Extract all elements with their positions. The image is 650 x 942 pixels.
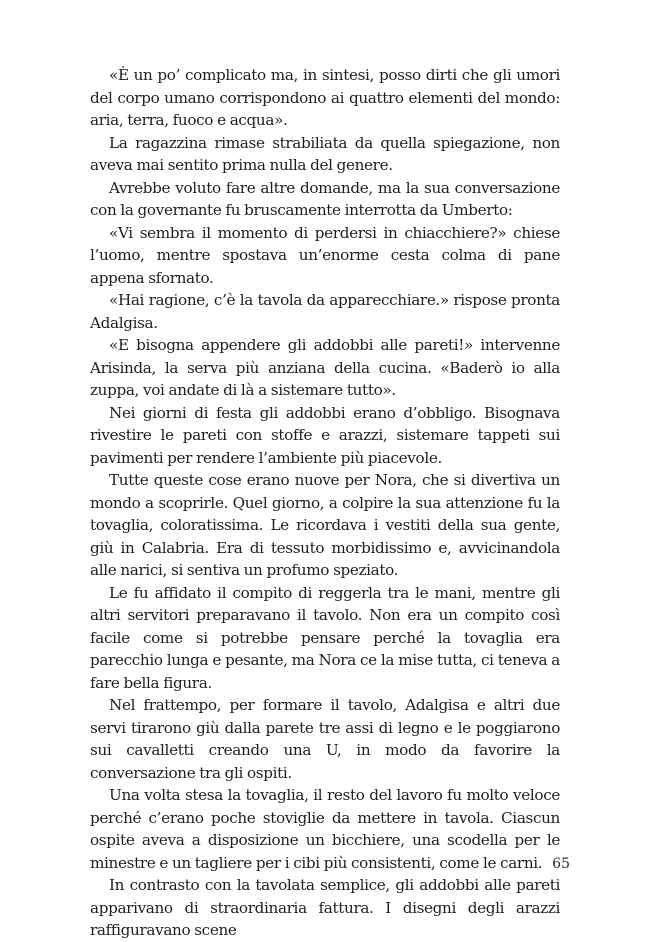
paragraph-4: «Vi sembra il momento di perdersi in chiacchiere?» chiese l’uomo, mentre spostava un’enorme cesta colma di pane appena sfornato. — [90, 223, 560, 287]
paragraph-2: La ragazzina rimase strabiliata da quella spiegazione, non aveva mai sentito prima nulla del genere. — [90, 133, 560, 174]
paragraph-7: Nei giorni di festa gli addobbi erano d’obbligo. Bisognava rivestire le pareti con stoffe e arazzi, sistemare tappeti sui pavimenti per rendere l’ambiente più piacevole. — [90, 403, 560, 467]
paragraph-1: «È un po’ complicato ma, in sintesi, posso dirti che gli umori del corpo umano corrispondono ai quattro elementi del mondo: aria, terra, fuoco e acqua». — [90, 66, 560, 129]
body-text — [90, 64, 560, 942]
paragraph-8: Tutte queste cose erano nuove per Nora, che si divertiva un mondo a scoprirle. Quel giorno, a colpire la sua attenzione fu la tovaglia, coloratissima. Le ricordava i vestiti della sua gente, giù in Calabria. Era di tessuto morbidissimo e, avvicinandola alle narici, si sentiva un profumo speziato. — [90, 471, 560, 579]
paragraph-12: In contrasto con la tavolata semplice, gli addobbi alle pareti apparivano di straordinaria fattura. I disegni degli arazzi raffiguravano scene — [90, 876, 560, 939]
paragraph-5: «Hai ragione, c’è la tavola da apparecchiare.» rispose pronta Adalgisa. — [90, 291, 560, 332]
paragraph-10: Nel frattempo, per formare il tavolo, Adalgisa e altri due servi tirarono giù dalla parete tre assi di legno e le poggiarono sui cavalletti creando una U, in modo da favorire la conversazione tra gli ospiti. — [90, 696, 560, 782]
paragraph-3: Avrebbe voluto fare altre domande, ma la sua conversazione con la governante fu bruscamente interrotta da Umberto: — [90, 178, 560, 219]
paragraph-9: Le fu affidato il compito di reggerla tra le mani, mentre gli altri servitori preparavano il tavolo. Non era un compito così facile come si potrebbe pensare perché la tovaglia era parecchio lunga e pesante, ma Nora ce la mise tutta, ci teneva a fare bella figura. — [90, 583, 560, 692]
page-number: 65 — [552, 856, 570, 872]
paragraph-11: Una volta stesa la tovaglia, il resto del lavoro fu molto veloce perché c’erano poche stoviglie da mettere in tavola. Ciascun ospite aveva a disposizione un bicchiere, una scodella per le minestre e un tagliere per i cibi più consistenti, come le carni. — [90, 786, 560, 872]
paragraph-6: «E bisogna appendere gli addobbi alle pareti!» intervenne Arisinda, la serva più anziana della cucina. «Baderò io alla zuppa, voi andate di là a sistemare tutto». — [90, 336, 560, 399]
